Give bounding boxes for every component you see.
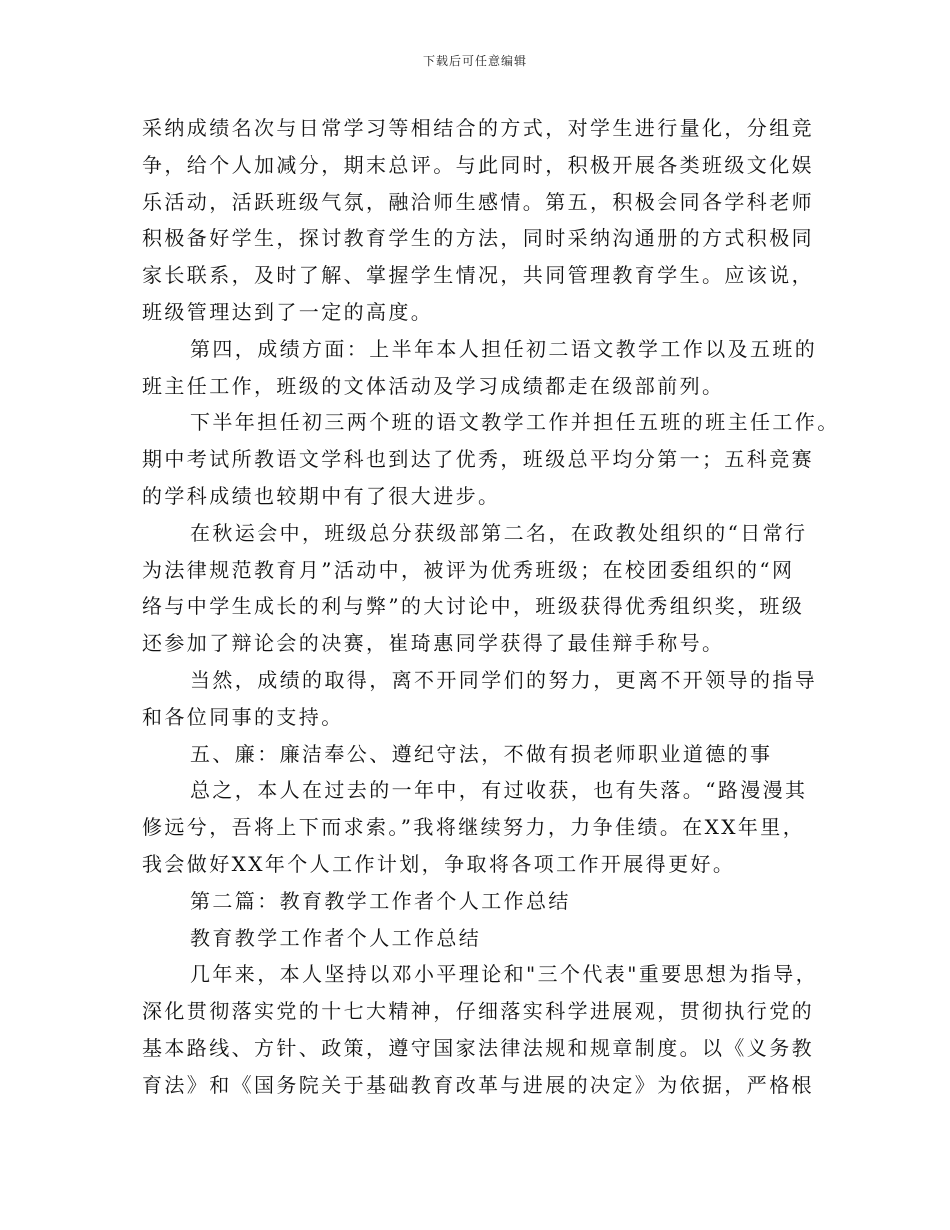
text-line: 期中考试所教语文学科也到达了优秀，班级总平均分第一；五科竞赛 [142, 447, 814, 472]
text-line: 为法律规范教育月”活动中，被评为优秀班级；在校团委组织的“网 [142, 557, 795, 582]
text-line: 第四，成绩方面：上半年本人担任初二语文教学工作以及五班的 [190, 336, 818, 361]
text-line: 班级管理达到了一定的高度。 [142, 299, 434, 324]
text-line: 教育教学工作者个人工作总结 [190, 925, 482, 950]
text-line: 五、廉：廉洁奉公、遵纪守法，不做有损老师职业道德的事 [190, 741, 773, 766]
text-line: 基本路线、方针、政策，遵守国家法律法规和规章制度。以《义务教 [142, 1035, 814, 1060]
text-line: 修远兮，吾将上下而求索。”我将继续努力，力争佳绩。在XX年里， [142, 815, 806, 840]
text-line: 络与中学生成长的利与弊”的大讨论中，班级获得优秀组织奖，班级 [142, 594, 805, 619]
text-line: 积极备好学生，探讨教育学生的方法，同时采纳沟通册的方式积极同 [142, 226, 814, 251]
text-line: 总之，本人在过去的一年中，有过收获，也有失落。“路漫漫其 [190, 778, 808, 803]
text-line: 当然，成绩的取得，离不开同学们的努力，更离不开领导的指导 [190, 667, 818, 692]
text-line: 和各位同事的支持。 [142, 704, 344, 729]
page-header: 下载后可任意编辑 [422, 54, 527, 68]
text-line: 乐活动，活跃班级气氛，融洽师生感情。第五，积极会同各学科老师 [142, 189, 814, 214]
text-line: 班主任工作，班级的文体活动及学习成绩都走在级部前列。 [142, 373, 725, 398]
text-line: 我会做好XX年个人工作计划，争取将各项工作开展得更好。 [142, 851, 736, 876]
text-line: 还参加了辩论会的决赛，崔琦惠同学获得了最佳辩手称号。 [142, 631, 725, 656]
text-line: 下半年担任初三两个班的语文教学工作并担任五班的班主任工作。 [190, 410, 840, 435]
text-line: 几年来，本人坚持以邓小平理论和"三个代表"重要思想为指导， [190, 962, 818, 987]
text-line: 采纳成绩名次与日常学习等相结合的方式，对学生进行量化，分组竞 [142, 116, 814, 140]
text-line: 第二篇：教育教学工作者个人工作总结 [190, 888, 571, 913]
text-line: 深化贯彻落实党的十七大精神，仔细落实科学进展观，贯彻执行党的 [142, 999, 814, 1024]
text-line: 家长联系，及时了解、掌握学生情况，共同管理教育学生。应该说， [142, 263, 814, 288]
document-body [142, 110, 840, 1104]
text-line: 的学科成绩也较期中有了很大进步。 [142, 483, 501, 508]
text-line: 在秋运会中，班级总分获级部第二名，在政教处组织的“日常行 [190, 520, 808, 545]
text-line: 争，给个人加减分，期末总评。与此同时，积极开展各类班级文化娱 [142, 152, 814, 177]
text-line: 育法》和《国务院关于基础教育改革与进展的决定》为依据，严格根 [142, 1072, 814, 1097]
